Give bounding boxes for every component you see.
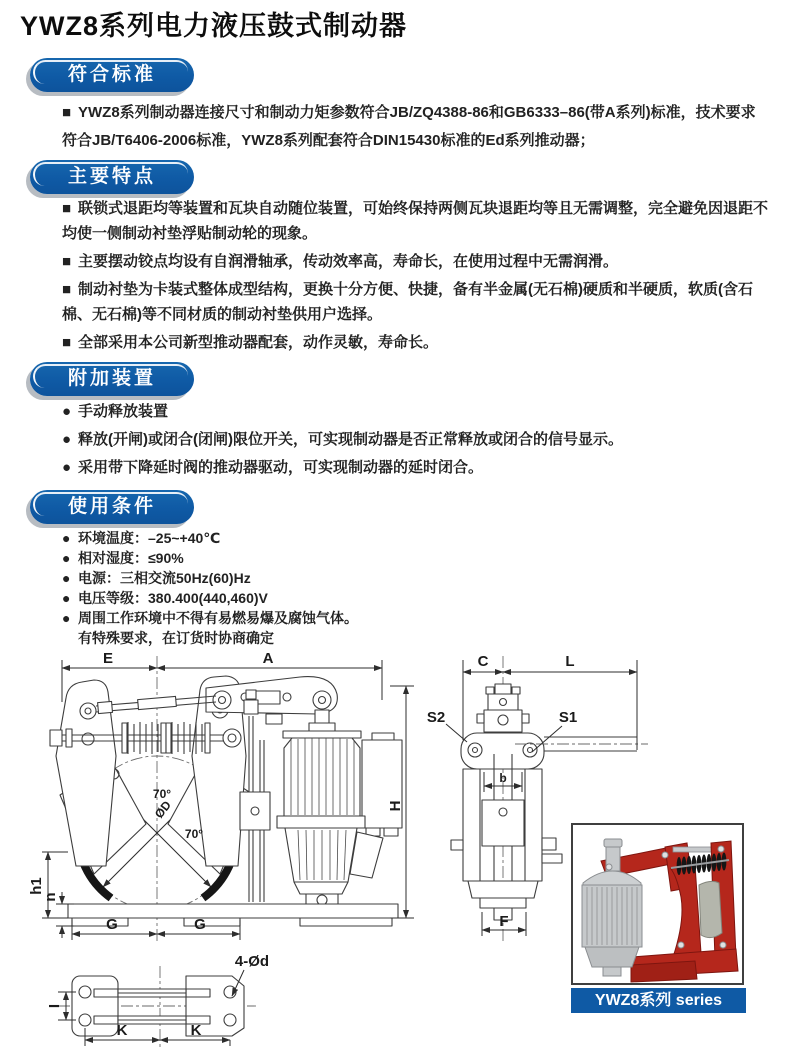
dim-label-I: I [46, 1003, 63, 1009]
list-item [62, 196, 768, 246]
bullet-square-icon: ■ [62, 104, 72, 121]
item-text: 制动衬垫为卡装式整体成型结构，更换十分方便、快捷，备有半金属(无石棉)硬质和半硬质，软质(含石棉、无石棉)等不同材质的制动衬垫供用户选择。 [62, 281, 753, 323]
bullet-square-icon: ■ [62, 334, 72, 351]
item-text: 电压等级：380.400(440,460)V [78, 590, 268, 606]
item-text: 周围工作环境中不得有易燃易爆及腐蚀气体。 [78, 610, 358, 626]
item-text: 联锁式退距均等装置和瓦块自动随位装置，可始终保持两侧瓦块退距均等且无需调整，完全避免因退距不均使一侧制动衬垫浮贴制动轮的现象。 [62, 200, 769, 242]
list-item [62, 249, 768, 274]
list-item [62, 548, 768, 568]
section-heading-label: 附加装置 [67, 368, 156, 389]
thruster-drawing [277, 710, 402, 906]
item-text: 全部采用本公司新型推动器配套，动作灵敏，寿命长。 [78, 334, 439, 351]
bullet-dot-icon: ● [62, 550, 71, 566]
brake-photo-illustration [573, 825, 742, 983]
dim-label-K-right: K [190, 1022, 202, 1039]
series-caption-text: YWZ8系列 series [594, 992, 723, 1009]
front-view-drawing [28, 650, 414, 944]
dim-label-G-left: G [106, 916, 118, 933]
dim-label-G-right: G [194, 916, 206, 933]
dim-label-b: b [499, 771, 507, 785]
item-text: 电源：三相交流50Hz(60)Hz [78, 570, 251, 586]
item-text: YWZ8系列制动器连接尺寸和制动力矩参数符合JB/ZQ4388-86和GB6333–86(带A系列)标准，技术要求符合JB/T6406-2006标准，YWZ8系列配套符合DIN15430标准的Ed系列推动器； [62, 104, 756, 149]
dim-label-K-left: K [116, 1022, 128, 1039]
product-photo [571, 823, 744, 985]
bullet-square-icon: ■ [62, 253, 72, 270]
conditions-list [62, 528, 768, 648]
section-heading-accessories [30, 362, 194, 396]
list-item [62, 528, 768, 548]
bullet-dot-icon: ● [62, 570, 71, 586]
dim-label-A: A [262, 650, 274, 667]
bullet-dot-icon: ● [62, 530, 71, 546]
dim-label-E: E [102, 650, 114, 667]
angle-label-lower: 70° [184, 827, 204, 841]
standards-text-block [62, 99, 768, 155]
features-list [62, 196, 768, 358]
bullet-dot-icon: ● [62, 431, 72, 448]
accessories-list [62, 402, 768, 486]
base-view-drawing [46, 953, 269, 1048]
dim-label-diameter: ØD [151, 798, 174, 821]
dim-label-F: F [499, 913, 509, 930]
bullet-dot-icon: ● [62, 403, 72, 420]
bullet-dot-icon: ● [62, 459, 72, 476]
angle-label-upper: 70° [152, 787, 172, 801]
item-text: 主要摆动铰点均设有自润滑轴承，传动效率高，寿命长，在使用过程中无需润滑。 [78, 253, 619, 270]
dim-label-C: C [477, 653, 489, 670]
bullet-square-icon: ■ [62, 200, 72, 217]
list-item [62, 430, 768, 450]
section-heading-label: 主要特点 [67, 166, 156, 187]
series-caption-banner [571, 988, 746, 1013]
section-heading-standards [30, 58, 194, 92]
item-text: 手动释放装置 [78, 403, 169, 420]
list-item [62, 458, 768, 478]
item-text: 环境温度：–25~+40℃ [78, 530, 221, 546]
bullet-dot-icon: ● [62, 610, 71, 626]
item-text: 采用带下降延时阀的推动器驱动，可实现制动器的延时闭合。 [78, 459, 484, 476]
item-text: 相对湿度：≤90% [78, 550, 184, 566]
list-item [62, 588, 768, 608]
spring-coil [128, 722, 158, 754]
label-S2: S2 [426, 709, 446, 726]
list-item [62, 277, 768, 327]
label-S1: S1 [558, 709, 578, 726]
list-item [62, 330, 768, 355]
bullet-square-icon: ■ [62, 281, 72, 298]
bullet-dot-icon: ● [62, 590, 71, 606]
page-title: YWZ8系列电力液压鼓式制动器 [20, 11, 408, 41]
dim-label-h1: h1 [28, 877, 45, 895]
list-item [62, 402, 768, 422]
dim-label-L: L [565, 653, 575, 670]
list-item [62, 608, 768, 628]
list-item [62, 568, 768, 588]
list-item [62, 628, 768, 648]
dim-label-H: H [387, 800, 404, 812]
list-item [62, 99, 768, 155]
section-heading-conditions [30, 490, 194, 524]
item-text: 有特殊要求，在订货时协商确定 [78, 630, 274, 646]
section-heading-label: 符合标准 [67, 64, 156, 85]
section-heading-features [30, 160, 194, 194]
dim-label-n: n [42, 892, 59, 902]
section-heading-label: 使用条件 [67, 496, 156, 517]
item-text: 释放(开闸)或闭合(闭闸)限位开关，可实现制动器是否正常释放或闭合的信号显示。 [78, 431, 623, 448]
hole-callout-label: 4-Ød [234, 953, 270, 970]
